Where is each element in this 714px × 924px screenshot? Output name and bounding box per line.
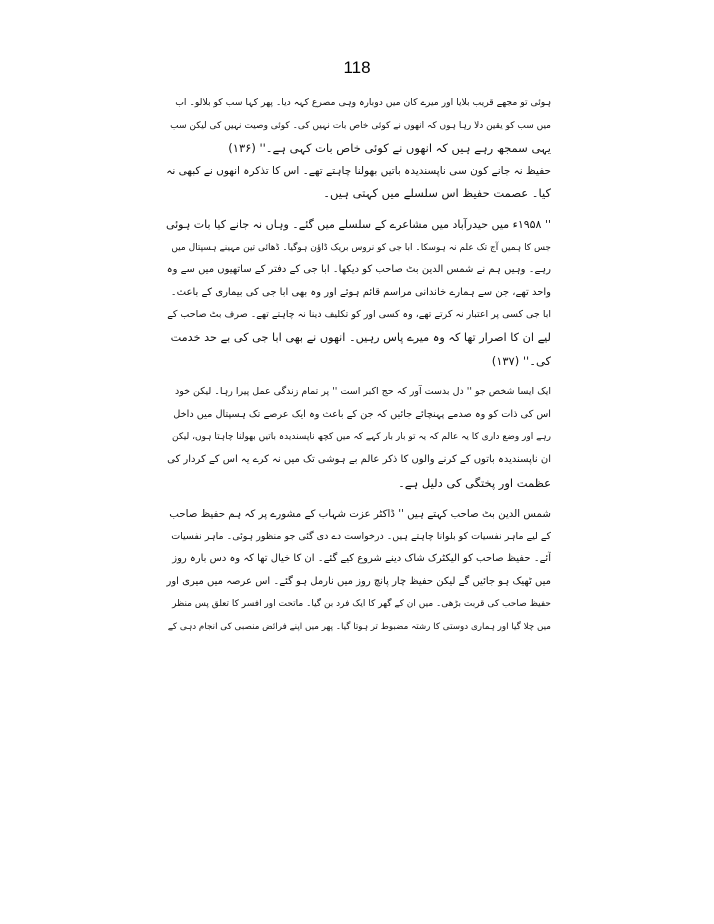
body-text <box>166 92 551 639</box>
text-line: جس کا ہمیں آج تک علم نہ ہوسکا۔ ابا جی کو نروس بریک ڈاؤن ہوگیا۔ ڈھائی تین مہینے ہسپتال میں <box>171 242 551 253</box>
text-line: میں چلا گیا اور ہماری دوستی کا رشتہ مضبوط تر ہوتا گیا۔ پھر میں اپنے فرائض منصبی کی انجام دہی کے <box>167 622 551 633</box>
text-line: کی۔'' (۱۳۷) <box>491 353 551 368</box>
text-line: اس کی ذات کو وہ صدمے پہنچائے جائیں کہ جن کے باعث وہ ایک عرصے تک ہسپتال میں داخل <box>173 408 551 420</box>
paragraph-5 <box>166 503 551 639</box>
text-line: ان ناپسندیدہ باتوں کے کرنے والوں کا ذکر عالم بے ہوشی تک میں نہ کرے یہ اس کے کردار کی <box>167 453 551 465</box>
paragraph-1 <box>166 92 551 160</box>
text-line: رہے اور وضع داری کا یہ عالم کہ یہ تو بار بار کہے کہ میں کچھ ناپسندیدہ باتیں بھولنا چاہتا ہوں، لیکن <box>171 432 551 443</box>
text-line: میں سب کو یقین دلا رہا ہوں کہ انھوں نے کوئی خاص بات نہیں کی۔ کوئی وصیت نہیں کی لیکن سب <box>170 120 551 131</box>
text-line: '' ۱۹۵۸ء میں حیدرآباد میں مشاعرے کے سلسلے میں گئے۔ وہاں نہ جانے کیا بات ہوئی <box>166 217 551 231</box>
paragraph-2 <box>166 160 551 205</box>
text-line: عظمت اور پختگی کی دلیل ہے۔ <box>398 475 551 490</box>
page-number: 118 <box>343 58 371 77</box>
text-line: آئے۔ حفیظ صاحب کو الیکٹرک شاک دینے شروع کیے گئے۔ ان کا خیال تھا کہ وہ دس بارہ روز <box>172 553 551 565</box>
paragraph-3-quote <box>166 214 551 372</box>
text-line: کیا۔ عصمت حفیظ اس سلسلے میں کہتی ہیں۔ <box>323 186 551 201</box>
text-line: واحد تھے، جن سے ہمارے خاندانی مراسم قائم ہوئے اور وہ بھی ابا جی کی بیماری کے باعث۔ <box>170 286 551 298</box>
text-line: ایک ایسا شخص جو '' دل بدست آور کہ حج اکبر است '' پر تمام زندگی عمل پیرا رہا۔ لیکن خود <box>174 386 551 398</box>
text-line: حفیظ صاحب کی قربت بڑھی۔ میں ان کے گھر کا ایک فرد بن گیا۔ ماتحت اور افسر کا تعلق پس منظر <box>172 599 551 610</box>
text-line: حفیظ نہ جانے کون سی ناپسندیدہ باتیں بھولنا چاہتے تھے۔ اس کا تذکرہ انھوں نے کبھی نہ <box>166 164 551 177</box>
text-line: کے لیے ماہر نفسیات کو بلوانا چاہتے ہیں۔ درخواست دے دی گئی جو منظور ہوئی۔ ماہر نفسیات <box>171 530 551 542</box>
text-line: ابا جی کسی پر اعتبار نہ کرتے تھے، وہ کسی اور کو تکلیف دینا نہ چاہتے تھے۔ صرف بٹ صاحب کے <box>167 309 551 321</box>
text-line: رہے۔ وہیں ہم نے شمس الدین بٹ صاحب کو دیکھا۔ ابا جی کے دفتر کے ساتھیوں میں سے وہ <box>166 264 551 276</box>
paragraph-4 <box>166 381 551 494</box>
text-line: یہی سمجھ رہے ہیں کہ انھوں نے کوئی خاص بات کہی ہے۔'' (۱۳۶) <box>228 141 551 156</box>
text-line: لیے ان کا اصرار تھا کہ وہ میرے پاس رہیں۔ انھوں نے بھی ابا جی کی بے حد خدمت <box>170 330 551 344</box>
text-line: میں ٹھیک ہو جائیں گے لیکن حفیظ چار پانچ روز میں نارمل ہو گئے۔ اس عرصہ میں میری اور <box>166 575 551 587</box>
text-line: شمس الدین بٹ صاحب کہتے ہیں '' ڈاکٹر عزت شہاب کے مشورے پر کہ ہم حفیظ صاحب <box>169 508 551 521</box>
text-line: ہوئی تو مجھے قریب بلایا اور میرے کان میں دوبارہ وہی مصرع کہہ دیا۔ پھر کہا سب کو بلالو۔ اب <box>175 97 551 108</box>
